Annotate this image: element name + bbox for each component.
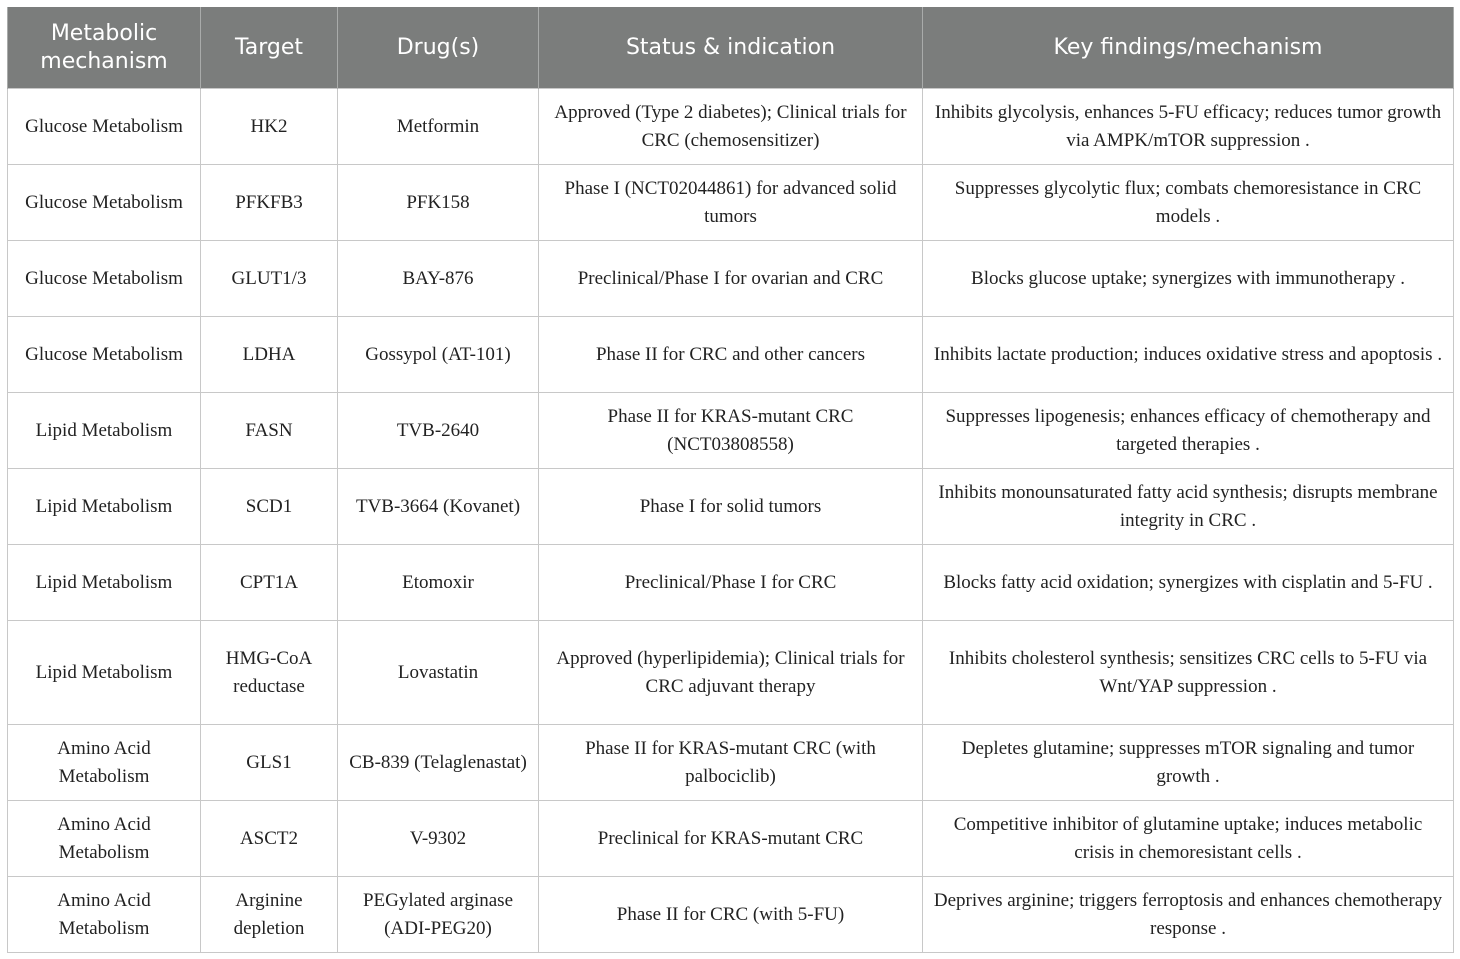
cell-target: HK2 — [201, 89, 338, 165]
cell-status: Preclinical/Phase I for ovarian and CRC — [539, 241, 923, 317]
cell-target: LDHA — [201, 317, 338, 393]
cell-status: Approved (hyperlipidemia); Clinical trials for CRC adjuvant therapy — [539, 621, 923, 725]
cell-drug: TVB-2640 — [338, 393, 539, 469]
table-body — [8, 89, 1454, 953]
table-row — [8, 725, 1454, 801]
table-row — [8, 89, 1454, 165]
table-header — [8, 7, 1454, 89]
cell-mechanism: Glucose Metabolism — [8, 241, 201, 317]
cell-mechanism: Lipid Metabolism — [8, 545, 201, 621]
cell-target: FASN — [201, 393, 338, 469]
cell-status: Phase II for KRAS-mutant CRC (with palbociclib) — [539, 725, 923, 801]
cell-mechanism: Lipid Metabolism — [8, 621, 201, 725]
cell-drug: BAY-876 — [338, 241, 539, 317]
cell-findings: Competitive inhibitor of glutamine uptake; induces metabolic crisis in chemoresistant cells . — [923, 801, 1454, 877]
cell-target: PFKFB3 — [201, 165, 338, 241]
table-row — [8, 801, 1454, 877]
header-mechanism: Metabolic mechanism — [8, 7, 201, 89]
cell-target: SCD1 — [201, 469, 338, 545]
cell-target: Arginine depletion — [201, 877, 338, 953]
cell-findings: Inhibits lactate production; induces oxidative stress and apoptosis . — [923, 317, 1454, 393]
cell-status: Preclinical for KRAS-mutant CRC — [539, 801, 923, 877]
cell-target: HMG-CoA reductase — [201, 621, 338, 725]
cell-mechanism: Amino Acid Metabolism — [8, 725, 201, 801]
header-findings: Key findings/mechanism — [923, 7, 1454, 89]
table-row — [8, 877, 1454, 953]
cell-drug: Lovastatin — [338, 621, 539, 725]
cell-target: ASCT2 — [201, 801, 338, 877]
table-row — [8, 621, 1454, 725]
cell-mechanism: Amino Acid Metabolism — [8, 801, 201, 877]
cell-drug: PEGylated arginase (ADI-PEG20) — [338, 877, 539, 953]
cell-drug: CB-839 (Telaglenastat) — [338, 725, 539, 801]
cell-status: Phase I for solid tumors — [539, 469, 923, 545]
cell-findings: Inhibits cholesterol synthesis; sensitizes CRC cells to 5-FU via Wnt/YAP suppression . — [923, 621, 1454, 725]
cell-mechanism: Amino Acid Metabolism — [8, 877, 201, 953]
cell-findings: Blocks glucose uptake; synergizes with immunotherapy . — [923, 241, 1454, 317]
cell-status: Phase II for CRC and other cancers — [539, 317, 923, 393]
header-target: Target — [201, 7, 338, 89]
cell-findings: Inhibits glycolysis, enhances 5-FU efficacy; reduces tumor growth via AMPK/mTOR suppression . — [923, 89, 1454, 165]
cell-findings: Inhibits monounsaturated fatty acid synthesis; disrupts membrane integrity in CRC . — [923, 469, 1454, 545]
table-row — [8, 317, 1454, 393]
cell-target: GLUT1/3 — [201, 241, 338, 317]
cell-findings: Blocks fatty acid oxidation; synergizes with cisplatin and 5-FU . — [923, 545, 1454, 621]
cell-status: Phase I (NCT02044861) for advanced solid tumors — [539, 165, 923, 241]
cell-mechanism: Lipid Metabolism — [8, 469, 201, 545]
cell-drug: V-9302 — [338, 801, 539, 877]
header-status: Status & indication — [539, 7, 923, 89]
table-row — [8, 469, 1454, 545]
cell-target: CPT1A — [201, 545, 338, 621]
table-row — [8, 165, 1454, 241]
cell-status: Phase II for KRAS-mutant CRC (NCT03808558) — [539, 393, 923, 469]
cell-status: Preclinical/Phase I for CRC — [539, 545, 923, 621]
cell-status: Phase II for CRC (with 5-FU) — [539, 877, 923, 953]
cell-status: Approved (Type 2 diabetes); Clinical trials for CRC (chemosensitizer) — [539, 89, 923, 165]
cell-mechanism: Glucose Metabolism — [8, 317, 201, 393]
cell-drug: Metformin — [338, 89, 539, 165]
table-row — [8, 393, 1454, 469]
drug-targets-table — [7, 7, 1454, 953]
cell-findings: Suppresses glycolytic flux; combats chemoresistance in CRC models . — [923, 165, 1454, 241]
cell-drug: PFK158 — [338, 165, 539, 241]
table-row — [8, 545, 1454, 621]
cell-mechanism: Glucose Metabolism — [8, 165, 201, 241]
table-row — [8, 241, 1454, 317]
cell-drug: Gossypol (AT-101) — [338, 317, 539, 393]
cell-target: GLS1 — [201, 725, 338, 801]
cell-findings: Deprives arginine; triggers ferroptosis and enhances chemotherapy response . — [923, 877, 1454, 953]
cell-drug: TVB-3664 (Kovanet) — [338, 469, 539, 545]
header-drugs: Drug(s) — [338, 7, 539, 89]
cell-mechanism: Glucose Metabolism — [8, 89, 201, 165]
cell-findings: Depletes glutamine; suppresses mTOR signaling and tumor growth . — [923, 725, 1454, 801]
cell-findings: Suppresses lipogenesis; enhances efficacy of chemotherapy and targeted therapies . — [923, 393, 1454, 469]
cell-mechanism: Lipid Metabolism — [8, 393, 201, 469]
header-row — [8, 7, 1454, 89]
cell-drug: Etomoxir — [338, 545, 539, 621]
